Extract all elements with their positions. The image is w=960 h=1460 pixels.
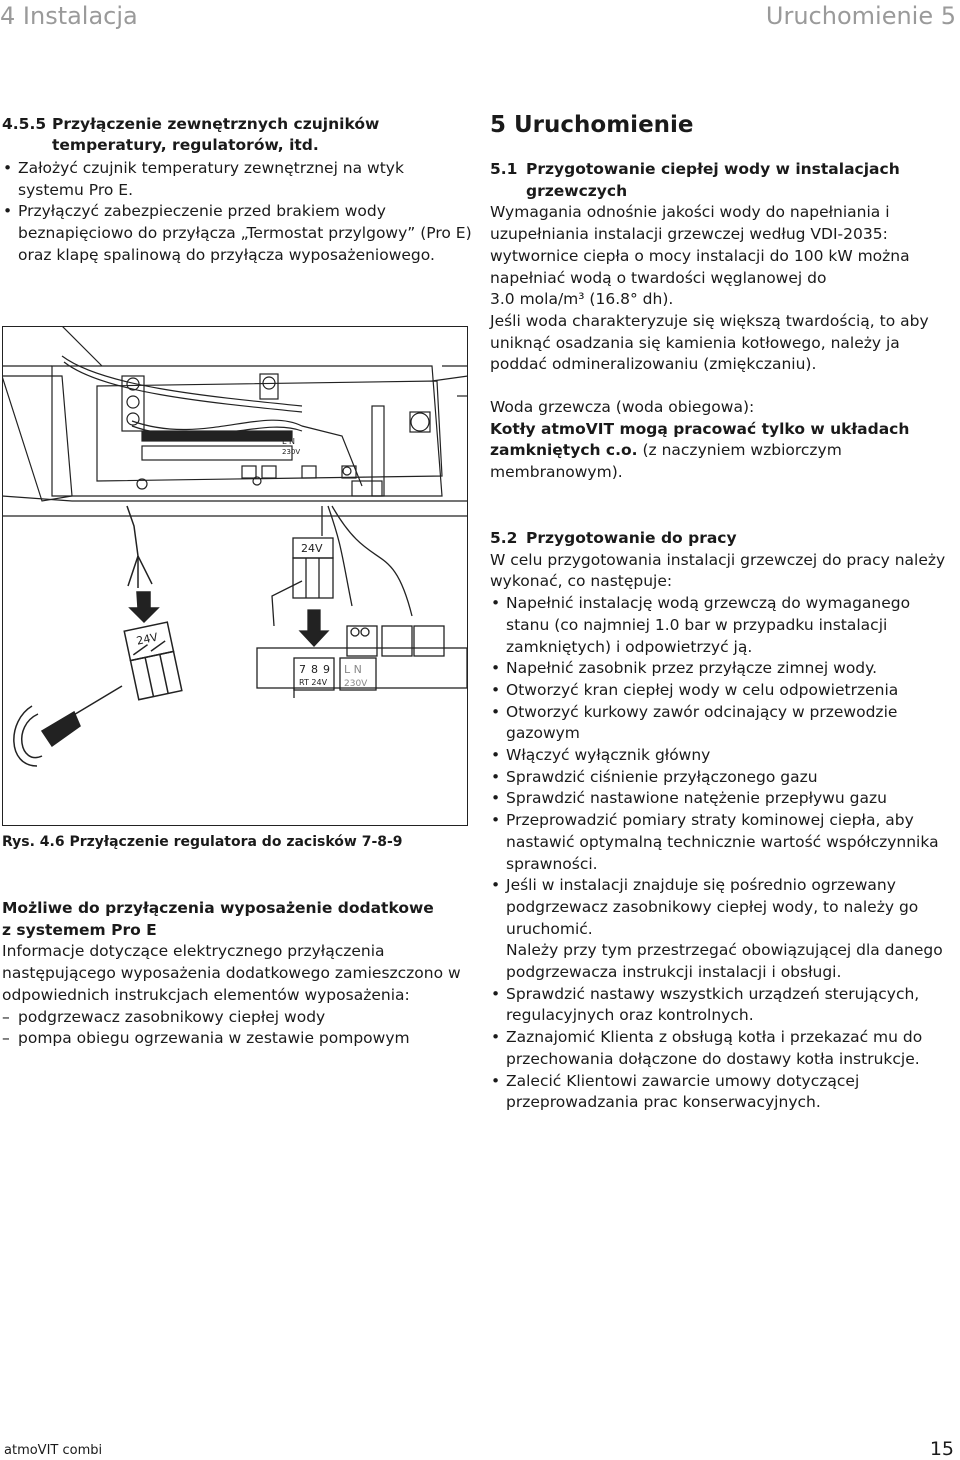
closed-system-note: [490, 419, 958, 484]
terminal-strip-detail: [257, 506, 467, 698]
footer-product: atmoVIT combi: [4, 1443, 103, 1458]
accessories-heading-1: Możliwe do przyłączenia wyposażenie dodatkowe: [2, 899, 434, 917]
heading-5-1-number: 5.1: [490, 160, 518, 178]
terminal-label-230v: 230V: [344, 679, 368, 689]
step-item: • Zalecić Klientowi zawarcie umowy dotyczącej przeprowadzania prac konserwacyjnych.: [490, 1071, 958, 1114]
heading-5-2-title: Przygotowanie do pracy: [526, 529, 737, 547]
step-item: • Włączyć wyłącznik główny: [490, 745, 958, 767]
header-section: Uruchomienie 5: [765, 2, 956, 30]
terminal-number-7: 7: [299, 663, 306, 676]
terminal-number-9: 9: [323, 663, 330, 676]
step-item: • Sprawdzić nastawy wszystkich urządzeń sterujących, regulacyjnych oraz kontrolnych.: [490, 984, 958, 1027]
terminal-label-rt24v: RT 24V: [299, 678, 328, 687]
closed-system-bold: Kotły atmoVIT mogą pracować tylko w układach zamkniętych c.o.: [490, 419, 910, 460]
accessories-list: [2, 1007, 472, 1050]
heading-5-1-line-2: grzewczych: [526, 181, 628, 200]
bullet-item: • Założyć czujnik temperatury zewnętrznej na wtyk systemu Pro E.: [2, 158, 472, 201]
install-bullets: [2, 158, 472, 267]
accessories-text: Informacje dotyczące elektrycznego przyłączenia następującego wyposażenia dodatkowego zamieszczono w odpowiednich instrukcjach elementów wyposażenia:: [2, 942, 461, 1004]
step-item: • Zaznajomić Klienta z obsługą kotła i przekazać mu do przechowania dołączone do dostawy kotła instrukcje.: [490, 1027, 958, 1070]
heading-line-1: Przyłączenie zewnętrznych czujników: [52, 115, 380, 133]
section-5-2: [490, 528, 958, 1114]
heading-number: 4.5.5: [2, 115, 47, 133]
left-column: [2, 114, 472, 267]
step-item: • Przeprowadzić pomiary straty kominowej ciepła, aby nastawić optymalną technicznie wartość współczynnika sprawności.: [490, 810, 958, 875]
accessory-item: – pompa obiegu ogrzewania w zestawie pompowym: [2, 1028, 472, 1050]
softening-text: Jeśli woda charakteryzuje się większą twardością, to aby uniknąć osadzania się kamienia kotłowego, należy ja poddać odmineralizowaniu (zmiękczaniu).: [490, 311, 929, 374]
page-number: 15: [929, 1438, 954, 1460]
step-item: • Sprawdzić ciśnienie przyłączonego gazu: [490, 767, 958, 789]
heating-water-label: Woda grzewcza (woda obiegowa):: [490, 398, 755, 417]
chapter-title: 5 Uruchomienie: [490, 112, 694, 138]
terminal-label-24v-right: 24V: [301, 542, 323, 555]
step-item: [490, 875, 958, 984]
header-chapter: 4 Instalacja: [0, 2, 138, 30]
heading-5-1-line-1: Przygotowanie ciepłej wody w instalacjach: [526, 160, 900, 178]
closed-system-rest: (z naczyniem wzbiorczym membranowym).: [490, 441, 842, 482]
terminal-number-8: 8: [311, 663, 318, 676]
heading-5-2-number: 5.2: [490, 529, 518, 547]
preparation-intro: W celu przygotowania instalacji grzewczej do pracy należy wykonać, co następuje:: [490, 550, 946, 591]
step-item-text: Jeśli w instalacji znajduje się pośrednio ogrzewany podgrzewacz zasobnikowy ciepłej wody, to należy go uruchomić.: [506, 876, 919, 938]
water-hardness-value: 3.0 mola/m³ (16.8° dh).: [490, 290, 674, 309]
wiring-figure: [2, 326, 468, 826]
step-item-note: Należy przy tym przestrzegać obowiązującej dla danego podgrzewacza instrukcji instalacji i obsługi.: [506, 941, 943, 982]
heading-5-1: [490, 159, 958, 202]
heading-5-2: [490, 528, 958, 550]
heading-4-5-5: [2, 114, 472, 156]
terminal-label-24v-left: 24V: [135, 630, 160, 648]
pcb-board-illustration: [2, 326, 468, 516]
figure-caption: Rys. 4.6 Przyłączenie regulatora do zacisków 7-8-9: [2, 834, 403, 850]
preparation-steps: [490, 593, 958, 1114]
pcb-label-ln: L N: [282, 437, 295, 446]
water-requirements-text: Wymagania odnośnie jakości wody do napełniania i uzupełniania instalacji grzewczej według VDI-2035: wytwornice ciepła o mocy instalacji do 100 kW można napełniać wodą o twardości węglanowej do: [490, 203, 910, 287]
step-item: • Napełnić zasobnik przez przyłącze zimnej wody.: [490, 658, 958, 680]
accessory-item: – podgrzewacz zasobnikowy ciepłej wody: [2, 1007, 472, 1029]
step-item: • Otworzyć kran ciepłej wody w celu odpowietrzenia: [490, 680, 958, 702]
heading-line-2: temperatury, regulatorów, itd.: [52, 136, 319, 154]
accessories-section: [2, 898, 472, 1050]
pcb-label-230: 230V: [282, 448, 301, 456]
step-item: • Sprawdzić nastawione natężenie przepływu gazu: [490, 788, 958, 810]
terminal-label-ln: L N: [344, 663, 362, 676]
step-item: • Otworzyć kurkowy zawór odcinający w przewodzie gazowym: [490, 702, 958, 745]
accessories-heading-2: z systemem Pro E: [2, 920, 157, 939]
bullet-item: • Przyłączyć zabezpieczenie przed brakiem wody beznapięciowo do przyłącza „Termostat przylgowy” (Pro E) oraz klapę spalinową do przyłącza wyposażeniowego.: [2, 201, 472, 266]
section-5-1: [490, 159, 958, 484]
step-item: • Napełnić instalację wodą grzewczą do wymaganego stanu (co najmniej 1.0 bar w przypadku instalacji zamkniętych) i odpowietrzyć ją.: [490, 593, 958, 658]
